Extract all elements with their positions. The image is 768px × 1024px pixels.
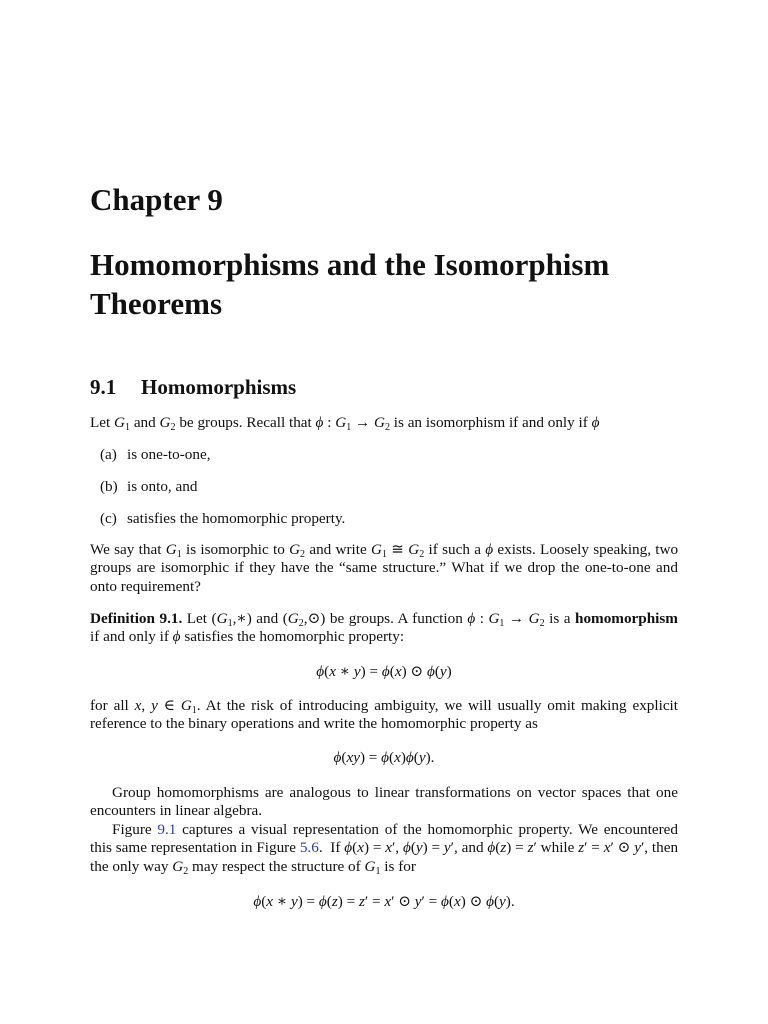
figure-link[interactable]: 9.1	[157, 821, 177, 838]
definition-block: Definition 9.1. Let $(G_1,∗)$ and $(G_2,⊙)$ be groups. A function ϕ : $G_1 \to G_2$ is a homomorphism if and only if ϕ satisfies the homomorphic property:	[90, 610, 678, 646]
isomorphic-paragraph: We say that $G_1$ is isomorphic to $G_2$ and write $G_1$ ≅ $G_2$ if such a ϕ exists. Loosely speaking, two groups are isomorphic if they have the “same structure.” What if we drop the one-to-one and onto requirement?	[90, 541, 679, 595]
section-title: Homomorphisms	[141, 375, 297, 399]
equation-short-form: ϕ(xy) = ϕ(x)ϕ(y).	[333, 749, 435, 766]
chapter-label: Chapter 9	[90, 182, 223, 217]
section-heading	[90, 374, 296, 400]
chapter-title: Homomorphisms and the Isomorphism Theorems	[90, 247, 610, 321]
intro-paragraph: Let $G_1$ and $G_2$ be groups. Recall that ϕ : $G_1 \to G_2$ is an isomorphism if and only if ϕ	[90, 414, 600, 433]
figure-link[interactable]: 5.6	[299, 839, 319, 857]
definition-term: homomorphism	[575, 610, 678, 627]
list-item: (a) is one-to-one,	[100, 446, 211, 463]
ambiguity-paragraph: for all x, y ∈ $G_1$. At the risk of introducing ambiguity, we will usually omit making explicit reference to the binary operations and write the homomorphic property as	[90, 697, 678, 733]
section-number: 9.1	[90, 375, 117, 399]
list-item: (c) satisfies the homomorphic property.	[100, 510, 346, 527]
figure-paragraph: Figure 9.1 captures a visual representation of the homomorphic property. We encountered this same representation in Figure 5.6. If ϕ(x) = x′, ϕ(y) = y′, and ϕ(z) = z′ while z′ = x′ ⊙ y′, then the only way $G_2$ may respect the structure of $G_1$ is for	[90, 821, 679, 877]
list-item: (b) is onto, and	[100, 478, 198, 495]
equation-structure: ϕ(x ∗ y) = ϕ(z) = z′ = x′ ⊙ y′ = ϕ(x) ⊙ ϕ(y).	[253, 893, 515, 910]
analogy-paragraph: Group homomorphisms are analogous to linear transformations on vector spaces that one encounters in linear algebra.	[90, 784, 678, 820]
equation-homomorphic-property: ϕ(x ∗ y) = ϕ(x) ⊙ ϕ(y)	[316, 663, 452, 680]
definition-label: Definition 9.1.	[90, 610, 183, 627]
